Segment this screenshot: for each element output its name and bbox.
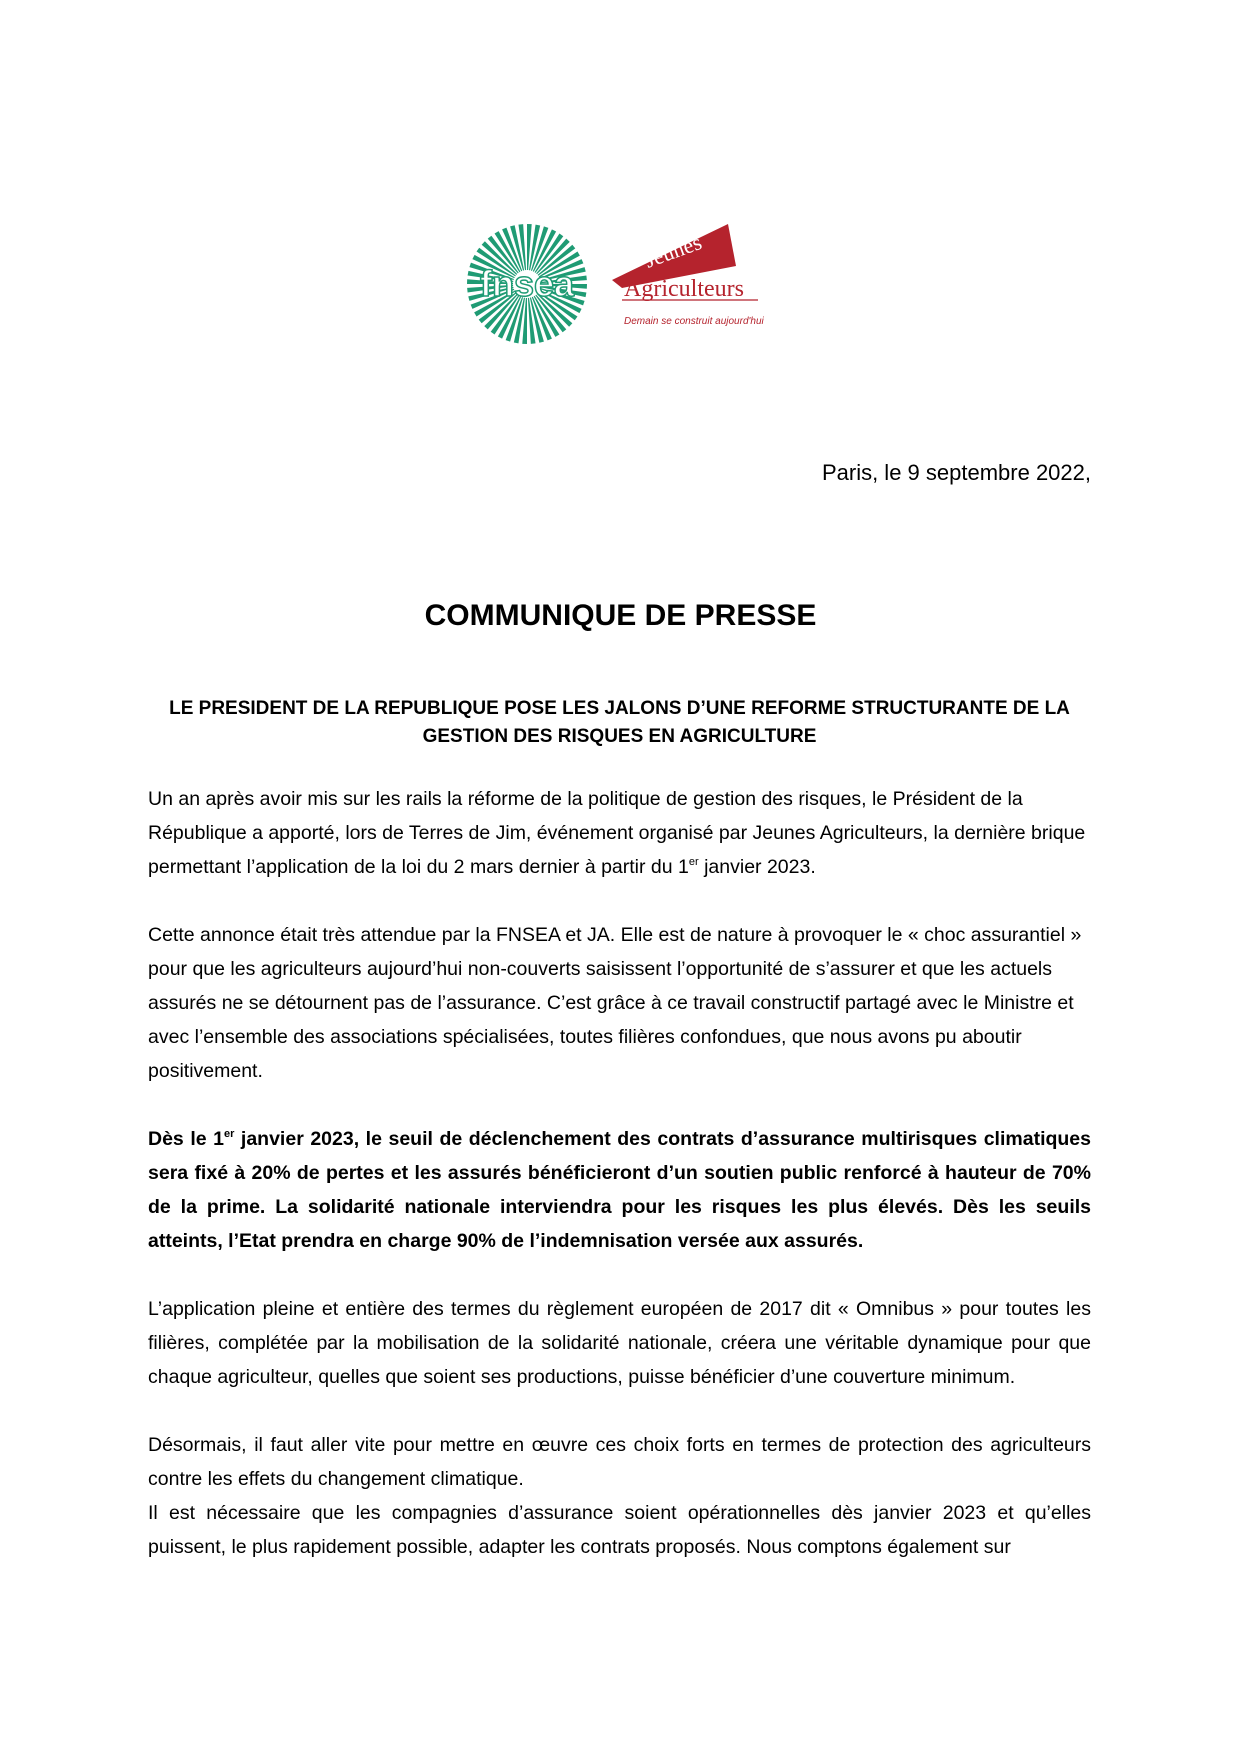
ja-logo-line2: Agriculteurs xyxy=(624,276,744,302)
ja-logo-line1: Jeunes xyxy=(641,229,705,273)
paragraph-2: Cette annonce était très attendue par la FNSEA et JA. Elle est de nature à provoquer le « choc assurantiel » pour que les agriculteurs aujourd’hui non-couverts saisissent l’opportunité de s’assurer et que les actuels assurés ne se détournent pas de l’assurance. C’est grâce à ce travail constructif partagé avec le Ministre et avec l’ensemble des associations spécialisées, toutes filières confondues, que nous avons pu aboutir positivement. xyxy=(148,924,1082,1082)
subtitle-line-1: LE PRESIDENT DE LA REPUBLIQUE POSE LES JALONS D’UNE REFORME STRUCTURANTE DE LA xyxy=(169,698,1070,719)
document-subtitle xyxy=(148,695,1091,751)
jeunes-agriculteurs-logo xyxy=(608,224,768,352)
paragraph-3-bold: Dès le 1er janvier 2023, le seuil de déclenchement des contrats d’assurance multirisques climatiques sera fixé à 20% de pertes et les assurés bénéficieront d’un soutien public renforcé à hauteur de 70% de la prime. La solidarité nationale interviendra pour les risques les plus élevés. Dès les seuils atteints, l’Etat prendra en charge 90% de l’indemnisation versée aux assurés. xyxy=(148,1128,1091,1252)
subtitle-line-2: GESTION DES RISQUES EN AGRICULTURE xyxy=(422,726,817,747)
paragraph-1: Un an après avoir mis sur les rails la réforme de la politique de gestion des risques, le Président de la République a apporté, lors de Terres de Jim, événement organisé par Jeunes Agriculteurs, la dernière brique permettant l’application de la loi du 2 mars dernier à partir du 1er janvier 2023. xyxy=(148,788,1086,878)
logos-header xyxy=(465,222,785,362)
paragraph-6: Il est nécessaire que les compagnies d’assurance soient opérationnelles dès janvier 2023 et qu’elles puissent, le plus rapidement possible, adapter les contrats proposés. Nous comptons également sur xyxy=(148,1502,1091,1558)
fnsea-logo xyxy=(465,222,589,346)
ja-logo-tagline: Demain se construit aujourd'hui xyxy=(624,316,764,327)
document-body xyxy=(148,782,1091,1564)
paragraph-5: Désormais, il faut aller vite pour mettre en œuvre ces choix forts en termes de protection des agriculteurs contre les effets du changement climatique. xyxy=(148,1434,1091,1490)
fnsea-logo-text: fnsea xyxy=(479,263,575,304)
paragraph-4: L’application pleine et entière des termes du règlement européen de 2017 dit « Omnibus » pour toutes les filières, complétée par la mobilisation de la solidarité nationale, créera une véritable dynamique pour que chaque agriculteur, quelles que soient ses productions, puisse bénéficier d’une couverture minimum. xyxy=(148,1298,1091,1388)
document-date: Paris, le 9 septembre 2022, xyxy=(821,460,1091,485)
document-title: COMMUNIQUE DE PRESSE xyxy=(424,599,817,632)
